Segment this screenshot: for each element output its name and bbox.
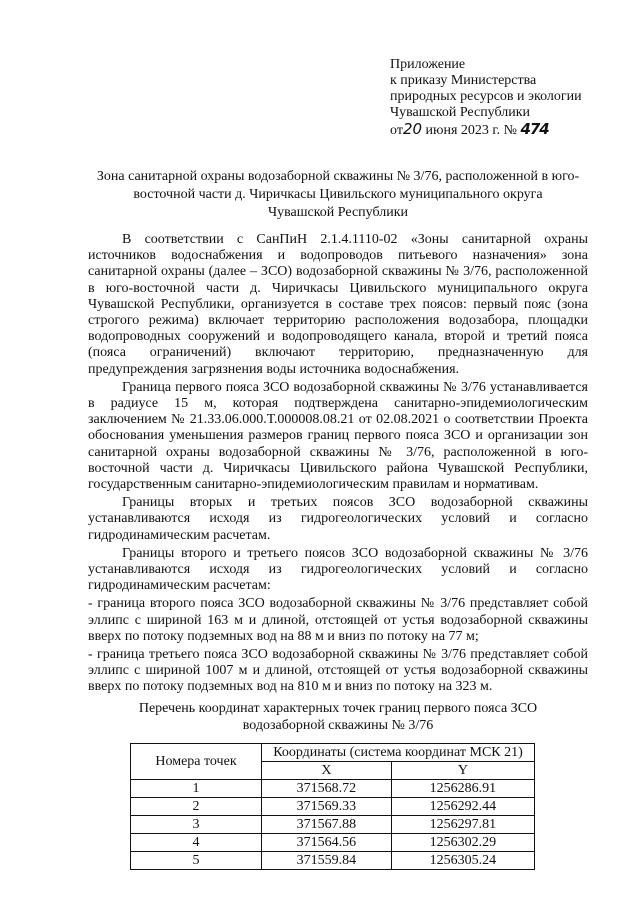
y-value: 1256286.91 xyxy=(391,780,534,798)
y-value: 1256292.44 xyxy=(391,798,534,816)
paragraph: В соответствии с СанПиН 2.1.4.1110-02 «Зоны санитарной охраны источников водоснабжения и водопроводов питьевого назначения» зона санитарной охраны (далее – ЗСО) водозаборной скважины № 3/76, расположенной в юго-восточной части д. Чиричкасы Цивильского муниципального округа Чувашской Республики, организуется в составе трех поясов: первый пояс (зона строгого режима) включает территорию расположения водозабора, площадки водопроводных сооружений и водопроводящего канала, второй и третий пояса (пояса ограничений) включают территорию, предназначенную для предупреждения загрязнения воды источника водоснабжения. xyxy=(88,232,588,377)
title-line: восточной части д. Чиричкасы Цивильского муниципального округа xyxy=(133,187,543,202)
paragraph: Границы вторых и третьих поясов ЗСО водозаборной скважины устанавливаются исходя из гидрогеологических условий и согласно гидродинамическим расчетам. xyxy=(88,495,588,543)
order-number-handwritten: 474 xyxy=(520,120,549,138)
header-coordinates: Координаты (система координат МСК 21) xyxy=(262,744,535,762)
x-value: 371568.72 xyxy=(262,780,392,798)
x-value: 371564.56 xyxy=(262,834,392,852)
table-row xyxy=(131,852,535,870)
table-row xyxy=(131,798,535,816)
table-row xyxy=(131,780,535,798)
y-value: 1256302.29 xyxy=(391,834,534,852)
paragraph: Границы второго и третьего поясов ЗСО водозаборной скважины № 3/76 устанавливаются исходя из гидрогеологических условий и согласно гидродинамическим расчетам: xyxy=(88,545,588,594)
table-row xyxy=(131,816,535,834)
appendix-line: Чувашской Республики xyxy=(390,105,531,120)
table-row xyxy=(131,834,535,852)
point-number: 3 xyxy=(131,816,262,834)
appendix-line: природных ресурсов и экологии xyxy=(390,89,582,104)
caption-line: Перечень координат характерных точек границ первого пояса ЗСО xyxy=(138,701,538,716)
date-prefix: от xyxy=(390,123,403,138)
appendix-line: Приложение xyxy=(390,57,466,72)
point-number: 1 xyxy=(131,780,262,798)
caption-line: водозаборной скважины № 3/76 xyxy=(242,718,434,733)
point-number: 5 xyxy=(131,852,262,870)
x-value: 371569.33 xyxy=(262,798,392,816)
list-item: - граница третьего пояса ЗСО водозаборной скважины № 3/76 представляет собой эллипс с шириной 1007 м и длиной, отстоящей от устья водозаборной скважины вверх по потоку подземных вод на 810 м и вниз по потоку на 323 м. xyxy=(88,647,588,695)
date-day-handwritten: 20 xyxy=(402,120,423,138)
table-caption xyxy=(88,700,588,734)
point-number: 2 xyxy=(131,798,262,816)
header-x: X xyxy=(262,762,392,780)
title-line: Чувашской Республики xyxy=(267,205,409,220)
date-rest: июня 2023 г. № xyxy=(425,123,517,138)
paragraph: Граница первого пояса ЗСО водозаборной скважины № 3/76 устанавливается в радиусе 15 м, которая подтверждена санитарно-эпидемиологическим заключением № 21.33.06.000.Т.000008.08.21 от 02.08.2021 о соответствии Проекта обоснования уменьшения размеров границ первого пояса ЗСО и организации зон санитарной охраны водозаборной скважины № 3/76, расположенной в юго-восточной части д. Чиричкасы Цивильского района Чувашской Республики, государственным санитарно-эпидемиологическим правилам и нормативам. xyxy=(88,379,588,493)
table-header-row xyxy=(131,744,535,762)
x-value: 371567.88 xyxy=(262,816,392,834)
title-line: Зона санитарной охраны водозаборной скважины № 3/76, расположенной в юго- xyxy=(96,169,580,184)
point-number: 4 xyxy=(131,834,262,852)
document-title xyxy=(88,168,588,222)
header-y: Y xyxy=(391,762,534,780)
document-body xyxy=(88,232,588,698)
coordinates-table xyxy=(130,743,535,870)
appendix-date-line xyxy=(390,121,605,139)
y-value: 1256297.81 xyxy=(391,816,534,834)
appendix-header xyxy=(390,57,605,139)
header-points: Номера точек xyxy=(131,744,262,780)
list-item: - граница второго пояса ЗСО водозаборной скважины № 3/76 представляет собой эллипс с шириной 163 м и длиной, отстоящей от устья водозаборной скважины вверх по потоку подземных вод на 88 м и вниз по потоку на 77 м; xyxy=(88,596,588,644)
appendix-line: к приказу Министерства xyxy=(390,73,537,88)
y-value: 1256305.24 xyxy=(391,852,534,870)
x-value: 371559.84 xyxy=(262,852,392,870)
